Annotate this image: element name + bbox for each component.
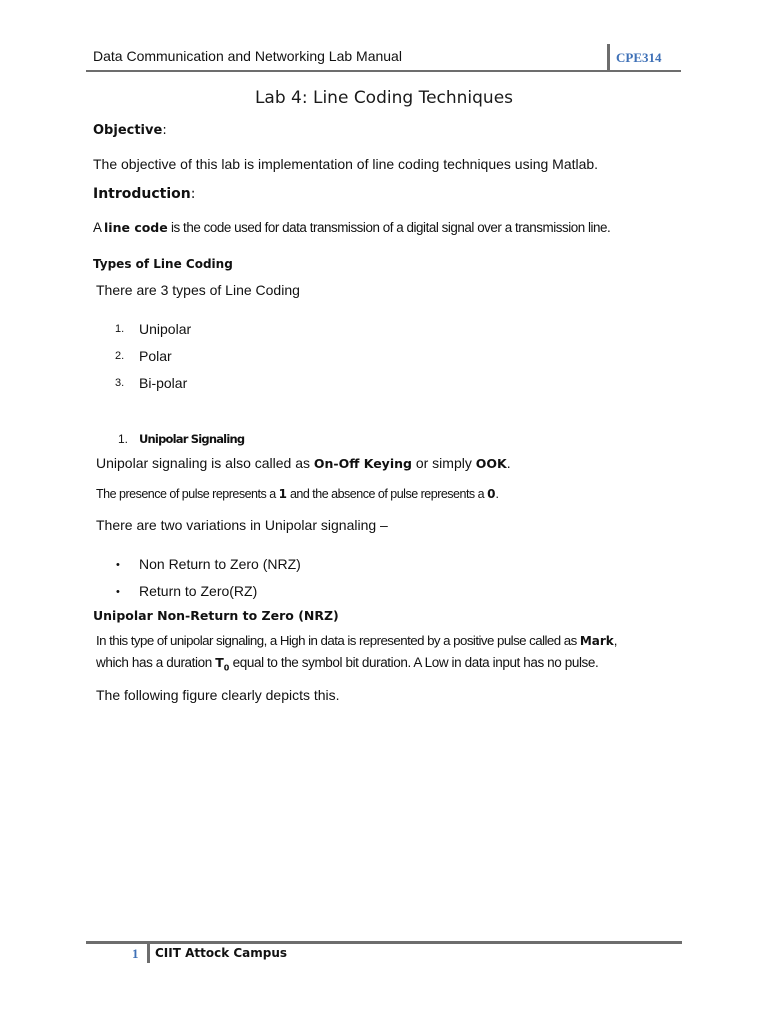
on-off-keying-term: On-Off Keying xyxy=(313,456,412,471)
intro-suffix: is the code used for data transmission of a digital signal over a transmission line. xyxy=(167,220,611,235)
bit-zero: 0 xyxy=(487,487,496,501)
objective-colon: : xyxy=(162,123,167,138)
list-number: 2. xyxy=(115,350,125,362)
footer-vertical-bar xyxy=(147,944,150,963)
lab-title: Lab 4: Line Coding Techniques xyxy=(254,88,514,108)
campus-name: CIIT Attock Campus xyxy=(155,946,288,960)
nrz-line-3: The following figure clearly depicts this. xyxy=(96,687,340,703)
p2-mid: and the absence of pulse represents a xyxy=(286,487,488,501)
header-rule xyxy=(86,70,681,72)
intro-prefix: A xyxy=(93,220,105,235)
list-item-bipolar: Bi-polar xyxy=(139,375,188,391)
unipolar-paragraph-3: There are two variations in Unipolar signaling – xyxy=(96,517,388,533)
list-item-unipolar: Unipolar xyxy=(139,321,192,337)
ook-term: OOK xyxy=(475,456,507,471)
p2-suffix: . xyxy=(495,487,499,501)
p1-prefix: Unipolar signaling is also called as xyxy=(96,455,314,471)
duration-subscript: 0 xyxy=(223,663,230,673)
p1-mid: or simply xyxy=(411,455,476,471)
list-item-polar: Polar xyxy=(139,348,172,364)
course-code: CPE314 xyxy=(616,50,662,65)
p2-prefix: The presence of pulse represents a xyxy=(96,487,279,501)
nrz-line1-prefix: In this type of unipolar signaling, a High in data is represented by a positive pulse called as xyxy=(96,633,580,648)
bullet-icon: • xyxy=(116,559,120,571)
unipolar-heading: Unipolar Signaling xyxy=(139,432,245,446)
introduction-heading xyxy=(93,186,195,202)
introduction-colon: : xyxy=(190,186,196,202)
variation-nrz: Non Return to Zero (NRZ) xyxy=(139,556,301,572)
duration-symbol xyxy=(215,655,230,673)
footer-rule xyxy=(86,941,682,944)
p1-suffix: . xyxy=(506,455,511,471)
introduction-text xyxy=(93,220,610,235)
header-vertical-bar xyxy=(607,44,610,71)
line-code-term: line code xyxy=(104,220,168,235)
nrz-line1-suffix: , xyxy=(613,633,617,648)
bit-one: 1 xyxy=(278,487,287,501)
objective-heading-text: Objective xyxy=(93,123,163,138)
nrz-line-1 xyxy=(96,633,617,648)
unipolar-paragraph-1 xyxy=(96,455,511,471)
nrz-line2-suffix: equal to the symbol bit duration. A Low in data input has no pulse. xyxy=(229,655,599,670)
duration-t: T xyxy=(215,655,224,670)
objective-text: The objective of this lab is implementation of line coding techniques using Matlab. xyxy=(93,156,599,172)
bullet-icon: • xyxy=(116,586,120,598)
introduction-heading-text: Introduction xyxy=(93,186,191,202)
variation-rz: Return to Zero(RZ) xyxy=(139,583,258,599)
list-number: 1. xyxy=(115,323,125,335)
nrz-heading: Unipolar Non-Return to Zero (NRZ) xyxy=(93,608,339,623)
objective-heading xyxy=(93,123,167,138)
nrz-line2-prefix: which has a duration xyxy=(96,655,216,670)
mark-term: Mark xyxy=(579,634,614,648)
unipolar-number: 1. xyxy=(118,432,129,446)
list-number: 3. xyxy=(115,377,125,389)
page-number: 1 xyxy=(132,946,139,961)
types-heading: Types of Line Coding xyxy=(93,257,233,271)
nrz-line-2 xyxy=(96,655,598,673)
types-intro: There are 3 types of Line Coding xyxy=(96,282,300,298)
manual-title: Data Communication and Networking Lab Manual xyxy=(93,48,402,64)
unipolar-paragraph-2 xyxy=(96,487,498,501)
